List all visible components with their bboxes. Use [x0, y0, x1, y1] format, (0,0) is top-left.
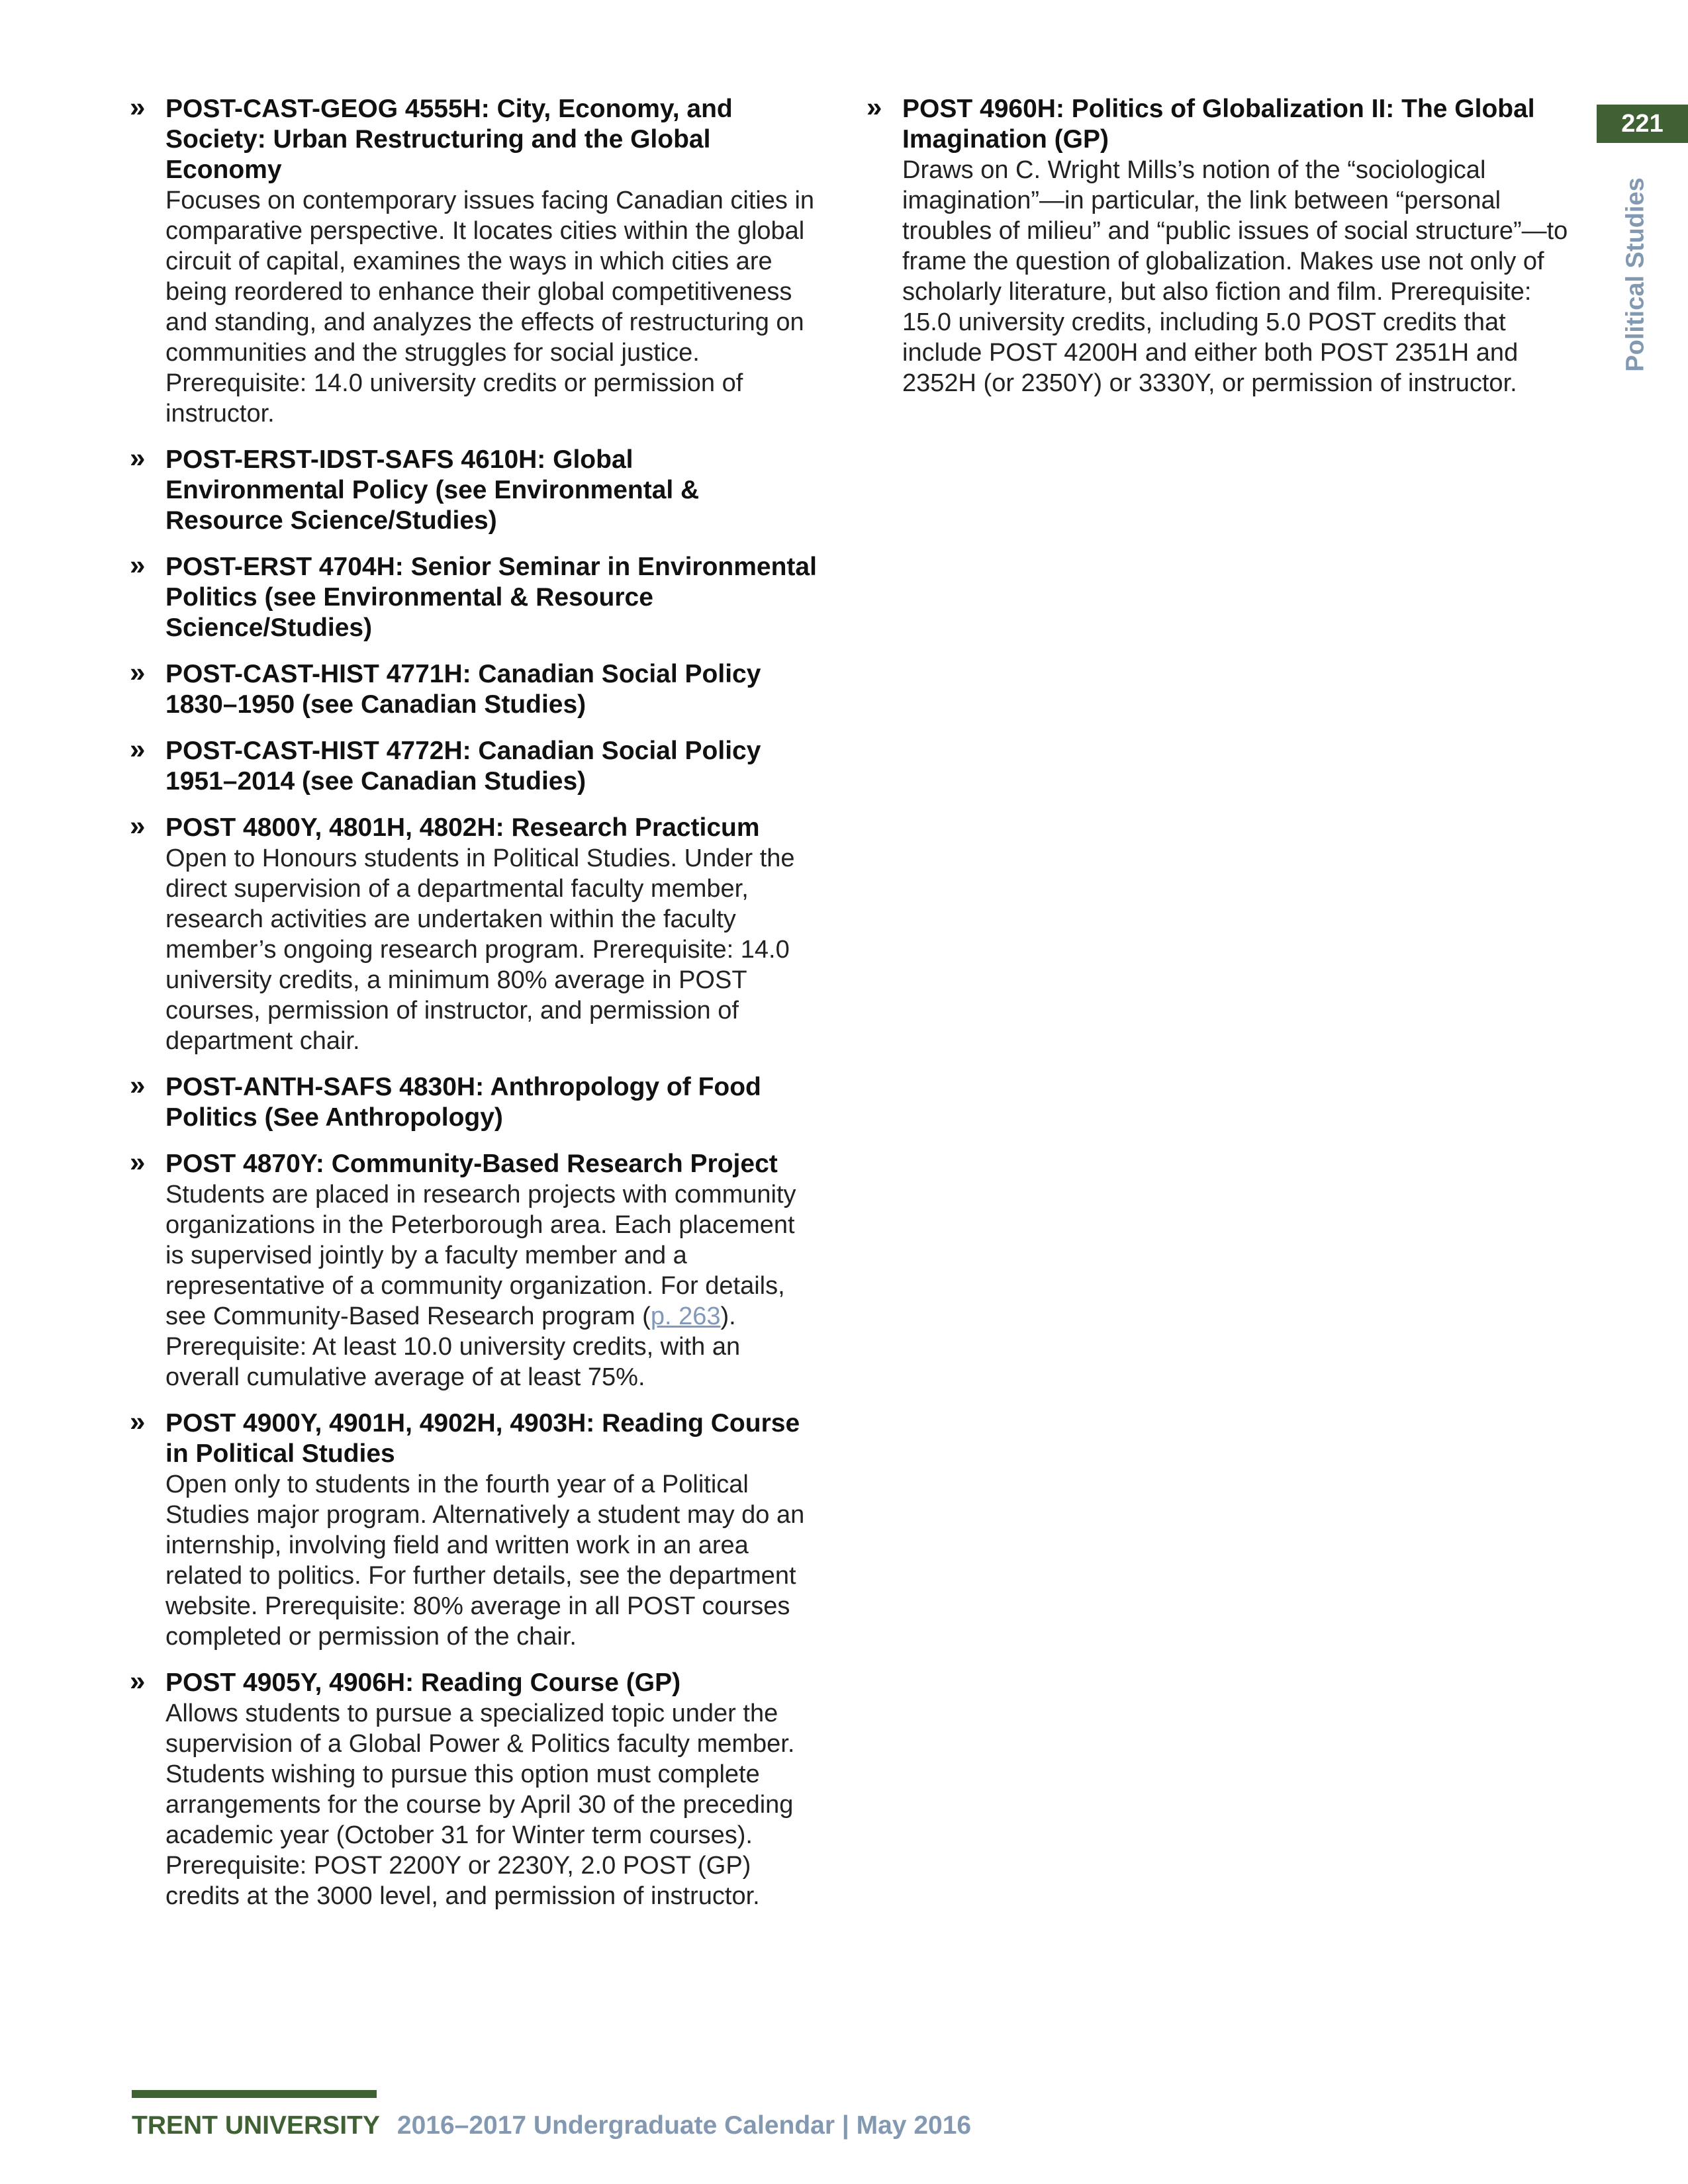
- section-side-label: Political Studies: [1621, 177, 1650, 372]
- course-title: » POST 4870Y: Community-Based Research Project: [165, 1150, 778, 1178]
- course-title: » POST-ERST 4704H: Senior Seminar in Environmental Politics (see Environmental & Resource Science/Studies): [165, 553, 817, 642]
- course-title: » POST 4800Y, 4801H, 4802H: Research Practicum: [165, 813, 760, 842]
- course-description: [165, 1179, 818, 1392]
- left-column: [130, 94, 818, 1927]
- course-entry: [130, 1408, 818, 1652]
- course-description: Open only to students in the fourth year of a Political Studies major program. Alternatively a student may do an internship, involving field and written work in an area related to politics. For further details, see the department website. Prerequisite: 80% average in all POST courses completed or permission of the chair.: [165, 1471, 805, 1651]
- course-title: » POST 4900Y, 4901H, 4902H, 4903H: Reading Course in Political Studies: [165, 1409, 800, 1468]
- footer-university: TRENT UNIVERSITY: [132, 2111, 380, 2140]
- course-entry: [130, 659, 818, 720]
- course-entry: [130, 1668, 818, 1911]
- course-entry: [130, 813, 818, 1056]
- course-title: » POST-ANTH-SAFS 4830H: Anthropology of Food Politics (See Anthropology): [165, 1073, 761, 1132]
- course-title: » POST-CAST-HIST 4771H: Canadian Social Policy 1830–1950 (see Canadian Studies): [165, 660, 761, 719]
- page-number-tab: 221: [1597, 105, 1688, 143]
- course-entry: [130, 1072, 818, 1133]
- course-description: Open to Honours students in Political Studies. Under the direct supervision of a departmental faculty member, research activities are undertaken within the faculty member’s ongoing research program. Prerequisite: 14.0 university credits, a minimum 80% average in POST courses, permission of instructor, and permission of department chair.: [165, 844, 795, 1055]
- course-title: » POST-ERST-IDST-SAFS 4610H: Global Environmental Policy (see Environmental & Resource Science/Studies): [165, 445, 700, 535]
- description-text: Students are placed in research projects with community organizations in the Peterborough area. Each placement is supervised jointly by a faculty member and a representative of a community organization. For details, see Community-Based Research program (: [165, 1181, 796, 1330]
- course-entry: [867, 94, 1578, 398]
- course-description: Focuses on contemporary issues facing Canadian cities in comparative perspective. It locates cities within the global circuit of capital, examines the ways in which cities are being reordered to enhance their global competitiveness and standing, and analyzes the effects of restructuring on communities and the struggles for social justice. Prerequisite: 14.0 university credits or permission of instructor.: [165, 187, 815, 428]
- footer-rule: [132, 2090, 377, 2098]
- footer-calendar: 2016–2017 Undergraduate Calendar | May 2016: [397, 2111, 972, 2140]
- course-description: Allows students to pursue a specialized topic under the supervision of a Global Power & Politics faculty member. Students wishing to pursue this option must complete arrangements for the course by April 30 of the preceding academic year (October 31 for Winter term courses). Prerequisite: POST 2200Y or 2230Y, 2.0 POST (GP) credits at the 3000 level, and permission of instructor.: [165, 1700, 795, 1910]
- course-description: Draws on C. Wright Mills’s notion of the “sociological imagination”—in particular, the link between “personal troubles of milieu” and “public issues of social structure”—to frame the question of globalization. Makes use not only of scholarly literature, but also fiction and film. Prerequisite: 15.0 university credits, including 5.0 POST credits that include POST 4200H and either both POST 2351H and 2352H (or 2350Y) or 3330Y, or permission of instructor.: [902, 156, 1568, 397]
- course-title: » POST 4960H: Politics of Globalization II: The Global Imagination (GP): [902, 95, 1535, 154]
- page-reference-link[interactable]: p. 263: [650, 1302, 721, 1330]
- course-entry: [130, 736, 818, 797]
- course-title: » POST-CAST-GEOG 4555H: City, Economy, and Society: Urban Restructuring and the Global Economy: [165, 95, 733, 184]
- course-title: » POST-CAST-HIST 4772H: Canadian Social Policy 1951–2014 (see Canadian Studies): [165, 737, 761, 796]
- footer: [132, 2111, 971, 2140]
- course-entry: [130, 94, 818, 429]
- course-entry: [130, 1149, 818, 1392]
- description-text: ). Prerequisite: At least 10.0 university credits, with an overall cumulative average of at least 75%.: [165, 1302, 741, 1391]
- course-entry: [130, 552, 818, 643]
- course-title: » POST 4905Y, 4906H: Reading Course (GP): [165, 1668, 681, 1697]
- right-column: [867, 94, 1578, 414]
- course-entry: [130, 445, 818, 536]
